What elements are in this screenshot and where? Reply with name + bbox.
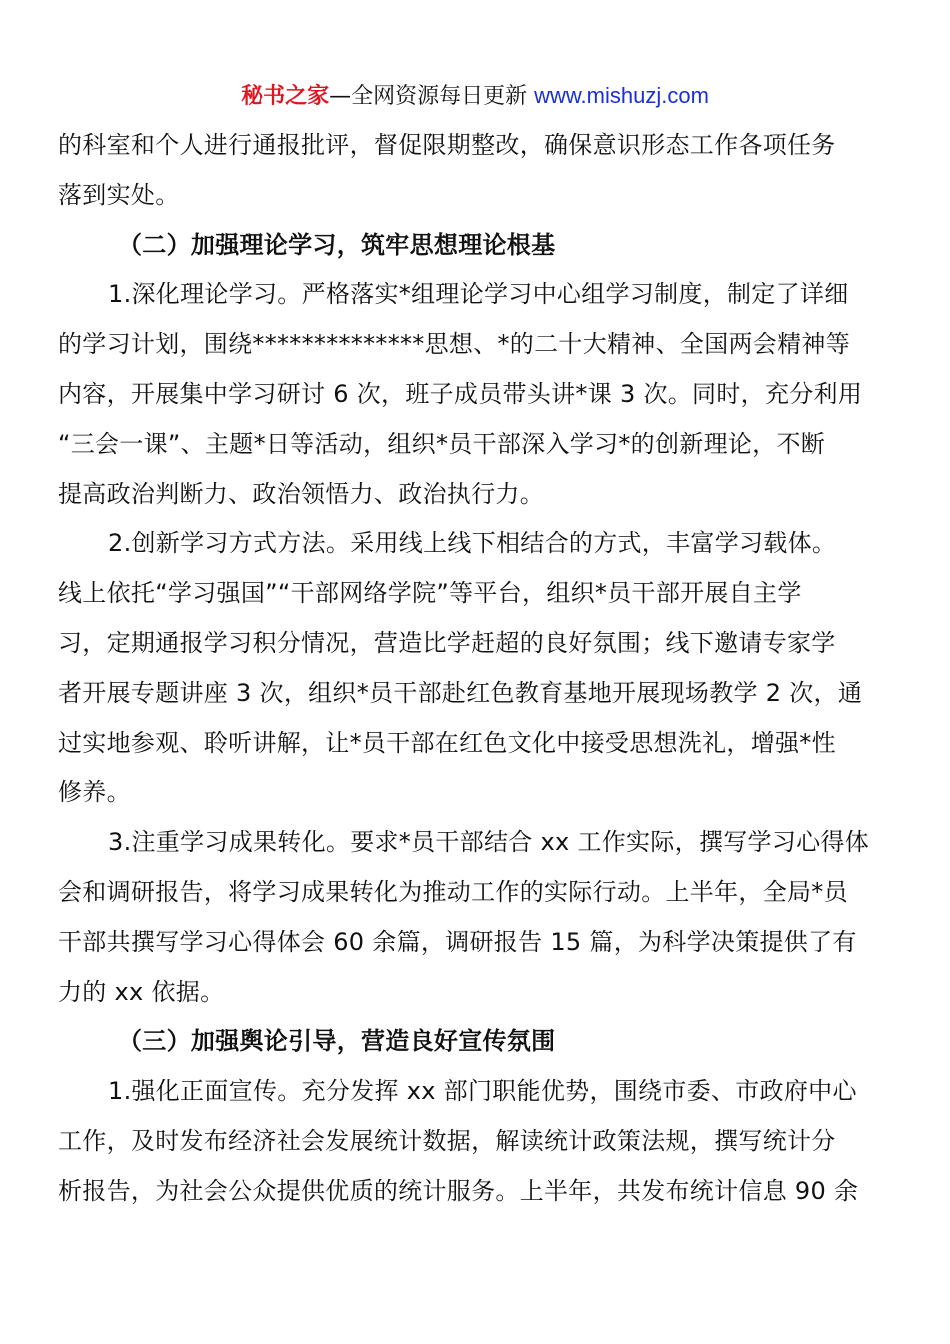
document-body [58, 121, 894, 1217]
site-url-link[interactable]: www.mishuzj.com [534, 83, 709, 108]
text-line: 提高政治判断力、政治领悟力、政治执行力。 [58, 479, 544, 508]
paragraph-start: 2.创新学习方式方法。采用线上线下相结合的方式，丰富学习载体。 [108, 529, 837, 558]
text-line: 线上依托“学习强国”“干部网络学院”等平台，组织*员干部开展自主学 [58, 579, 802, 608]
site-brand: 秘书之家 [241, 84, 330, 109]
text-line: 的学习计划，围绕**************思想、*的二十大精神、全国两会精神等 [58, 330, 850, 359]
text-line: 习，定期通报学习积分情况，营造比学赶超的良好氛围；线下邀请专家学 [58, 628, 836, 657]
text-line: 落到实处。 [58, 180, 180, 209]
text-line: 内容，开展集中学习研讨 6 次，班子成员带头讲*课 3 次。同时，充分利用 [58, 379, 863, 408]
text-line: 析报告，为社会公众提供优质的统计服务。上半年，共发布统计信息 90 余 [58, 1176, 859, 1205]
paragraph-start: 1.强化正面宣传。充分发挥 xx 部门职能优势，围绕市委、市政府中心 [108, 1077, 857, 1106]
text-line: 干部共撰写学习心得体会 60 余篇，调研报告 15 篇，为科学决策提供了有 [58, 927, 857, 956]
text-line: 过实地参观、聆听讲解，让*员干部在红色文化中接受思想洗礼，增强*性 [58, 728, 836, 757]
site-tagline: —全网资源每日更新 [329, 84, 535, 109]
text-line: 的科室和个人进行通报批评，督促限期整改，确保意识形态工作各项任务 [58, 131, 836, 159]
paragraph-start: 3.注重学习成果转化。要求*员干部结合 xx 工作实际，撰写学习心得体 [108, 828, 870, 857]
text-line: 工作，及时发布经济社会发展统计数据，解读统计政策法规，撰写统计分 [58, 1126, 836, 1155]
paragraph-start: 1.深化理论学习。严格落实*组理论学习中心组学习制度，制定了详细 [108, 280, 849, 309]
text-line: “三会一课”、主题*日等活动，组织*员干部深入学习*的创新理论，不断 [58, 429, 826, 458]
text-line: 力的 xx 依据。 [58, 977, 225, 1006]
section-heading: （三）加强舆论引导，营造良好宣传氛围 [118, 1027, 556, 1056]
section-heading: （二）加强理论学习，筑牢思想理论根基 [118, 230, 556, 259]
text-line: 者开展专题讲座 3 次，组织*员干部赴红色教育基地开展现场教学 2 次，通 [58, 678, 863, 707]
site-header [0, 80, 950, 113]
text-line: 修养。 [58, 778, 131, 807]
text-line: 会和调研报告，将学习成果转化为推动工作的实际行动。上半年，全局*员 [58, 877, 848, 906]
